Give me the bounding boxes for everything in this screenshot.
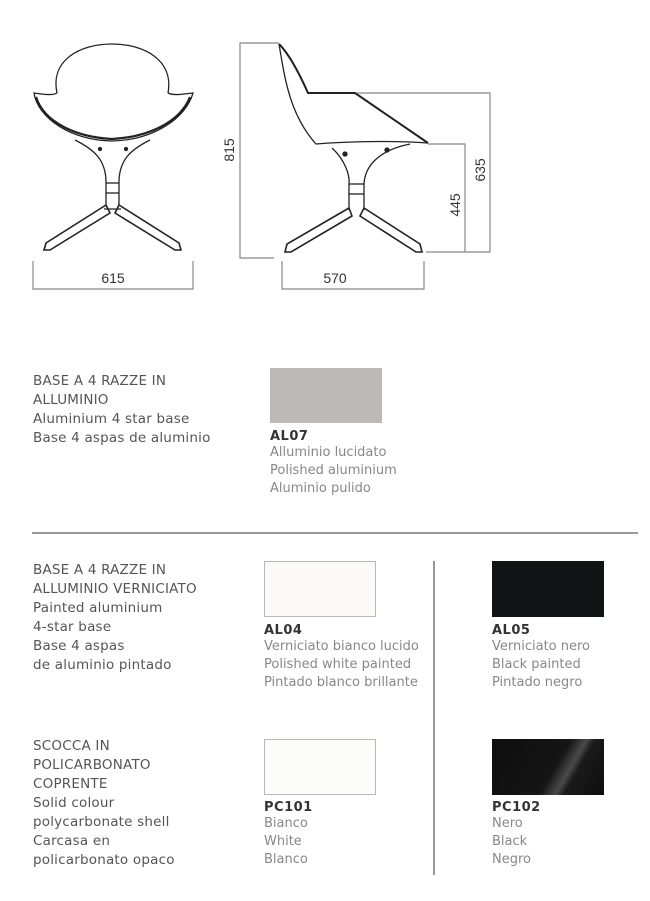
option-pc101: PC101 Bianco White Blanco — [264, 800, 313, 867]
column-divider — [433, 561, 435, 875]
chair-technical-drawings — [0, 0, 650, 300]
section-painted-base-title: BASE A 4 RAZZE IN ALLUMINIO VERNICIATO Painted aluminium 4-star base Base 4 aspas de aluminio pintado — [33, 562, 197, 673]
side-dimension-lines — [240, 43, 490, 289]
option-al04: AL04 Verniciato bianco lucido Polished white painted Pintado blanco brillante — [264, 623, 419, 690]
option-al05: AL05 Verniciato nero Black painted Pintado negro — [492, 623, 591, 690]
front-width-label: 615 — [101, 270, 125, 286]
section-shell-title: SCOCCA IN POLICARBONATO COPRENTE Solid colour polycarbonate shell Carcasa en policarbonato opaco — [33, 738, 175, 868]
section-divider — [32, 532, 638, 534]
swatch-pc101[interactable] — [264, 739, 376, 795]
swatch-al05[interactable] — [492, 561, 604, 617]
section-aluminium-base-title: BASE A 4 RAZZE IN ALLUMINIO Aluminium 4 star base Base 4 aspas de aluminio — [33, 373, 211, 446]
chair-front-view — [34, 44, 193, 250]
option-pc102: PC102 Nero Black Negro — [492, 800, 541, 867]
total-height-label: 815 — [221, 138, 237, 162]
option-code: AL07 — [270, 429, 309, 444]
swatch-pc102[interactable] — [492, 739, 604, 795]
swatch-al04[interactable] — [264, 561, 376, 617]
chair-side-view — [279, 44, 428, 252]
option-al07: AL07 Alluminio lucidato Polished aluminium Aluminio pulido — [270, 429, 397, 496]
side-depth-label: 570 — [323, 270, 347, 286]
arm-height-label: 635 — [472, 158, 488, 182]
seat-height-label: 445 — [447, 193, 463, 217]
swatch-al07[interactable] — [270, 368, 382, 423]
